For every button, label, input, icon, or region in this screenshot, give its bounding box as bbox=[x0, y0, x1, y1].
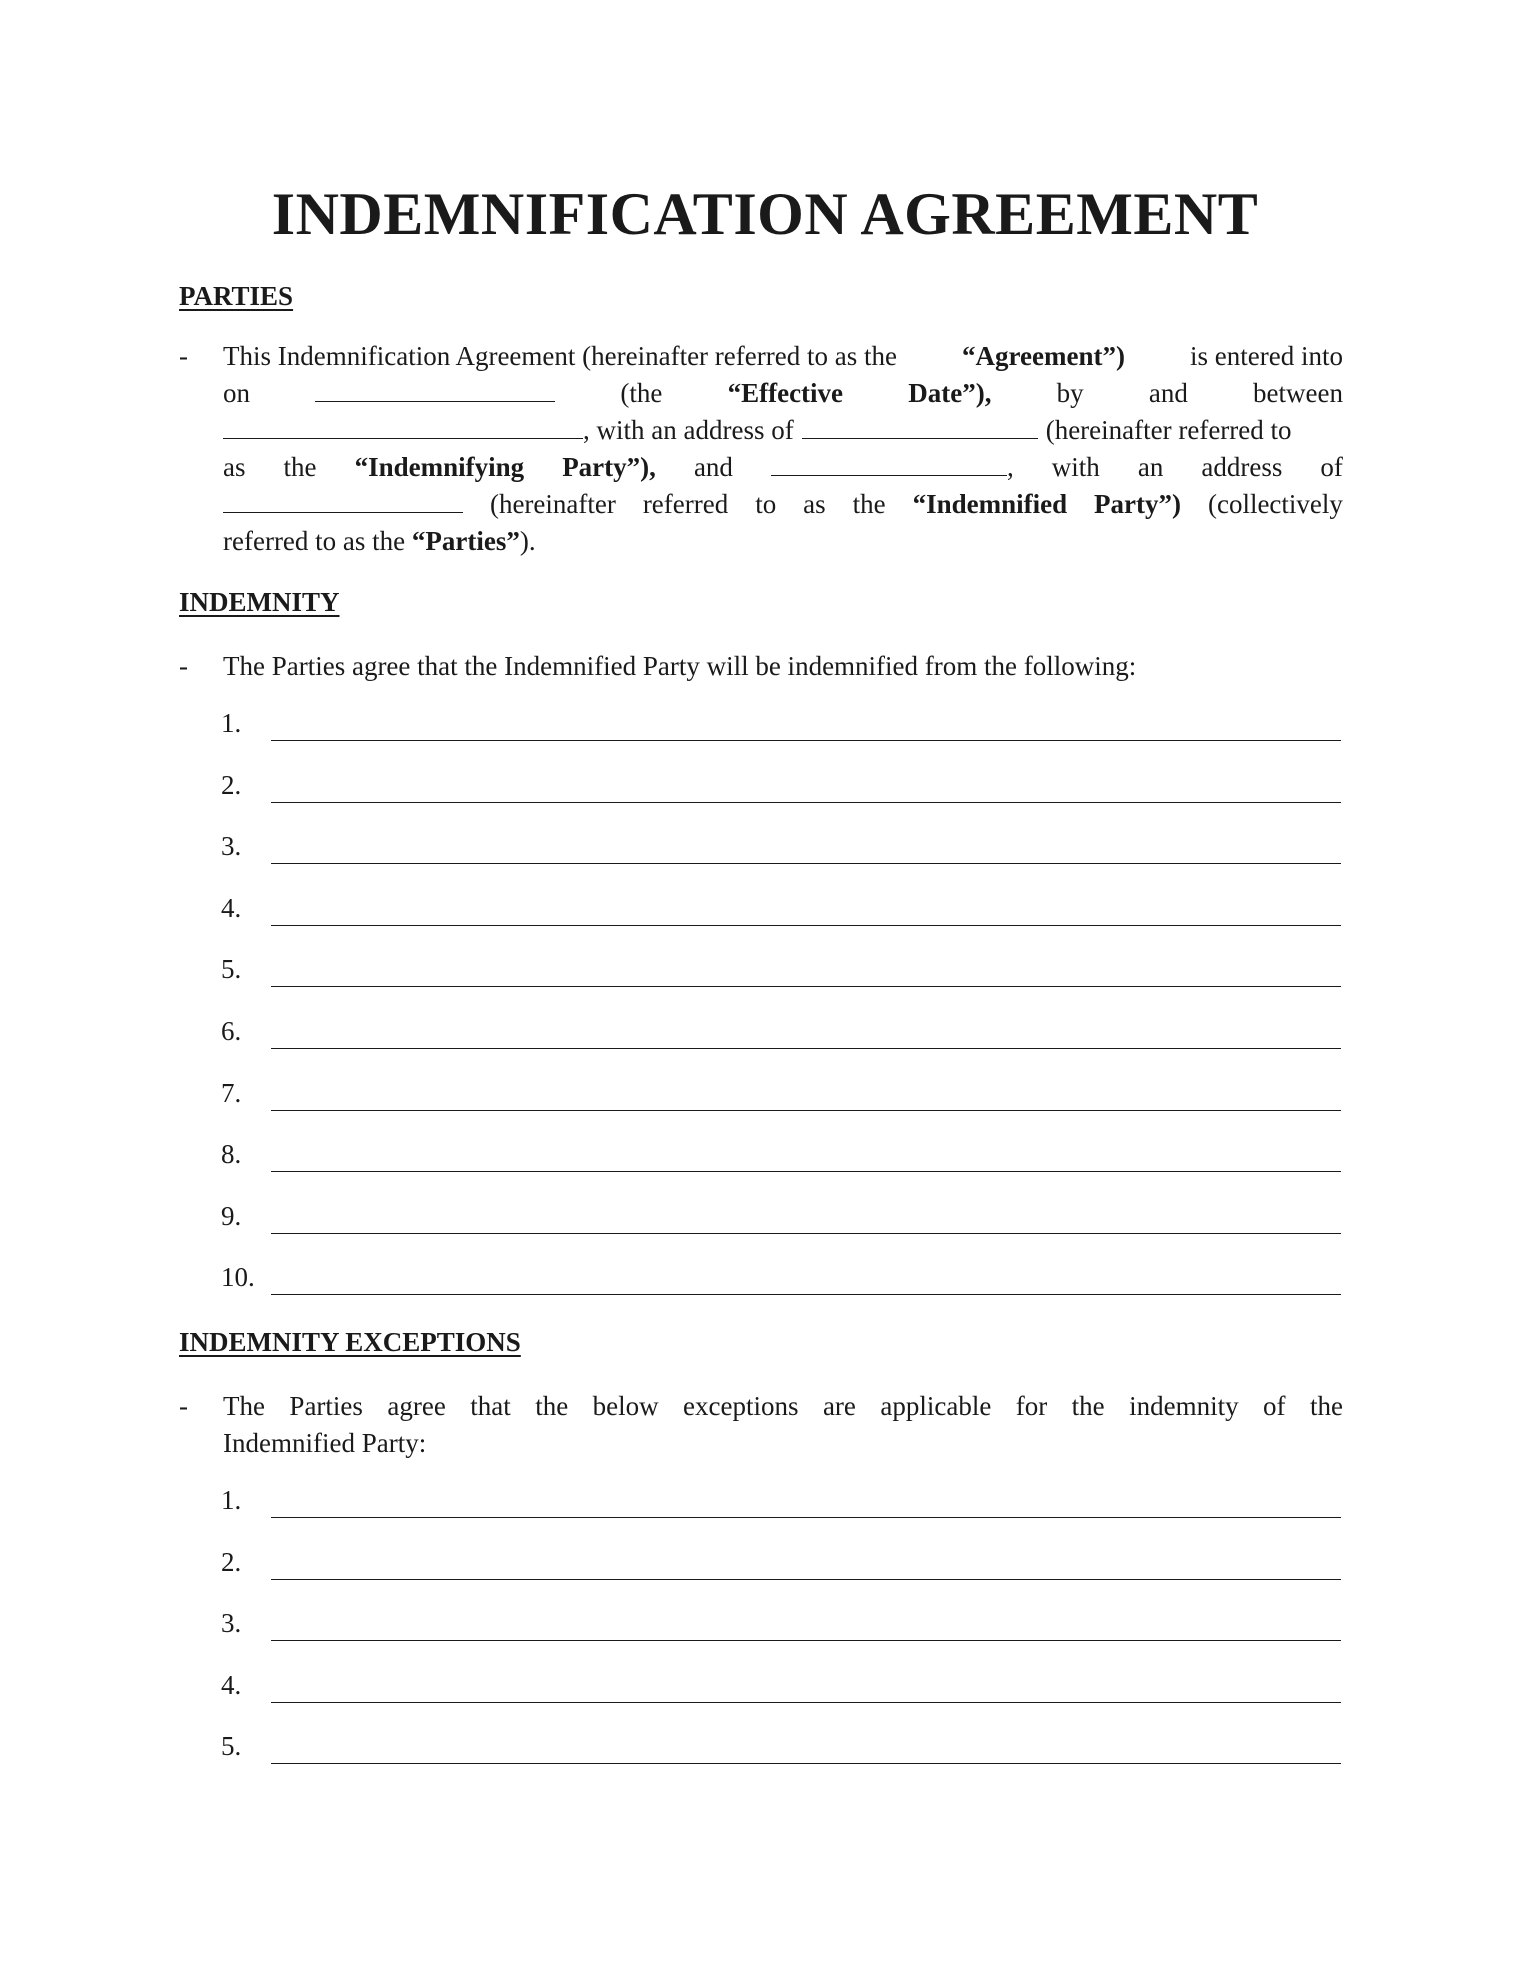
indemnifying-party-name-blank[interactable] bbox=[223, 416, 583, 439]
indemnity-item bbox=[221, 886, 1341, 926]
effective-date-blank[interactable] bbox=[315, 379, 555, 402]
exception-item-blank-line[interactable] bbox=[271, 1517, 1341, 1518]
exception-item-number: 5. bbox=[221, 1731, 242, 1762]
word: are bbox=[822, 1391, 856, 1421]
exceptions-heading: INDEMNITY EXCEPTIONS bbox=[179, 1327, 521, 1357]
exception-item-blank-line[interactable] bbox=[271, 1763, 1341, 1764]
exception-item bbox=[221, 1601, 1341, 1641]
word: below bbox=[592, 1391, 659, 1421]
indemnity-item bbox=[221, 1132, 1341, 1172]
indemnity-item-number: 1. bbox=[221, 708, 242, 738]
indemnity-item-blank-line[interactable] bbox=[271, 1233, 1341, 1234]
parties-paragraph bbox=[223, 338, 1343, 560]
parties-heading: PARTIES bbox=[179, 281, 294, 311]
parties-line-1: This Indemnification Agreement (hereinafter referred to as the “Agreement”) is entered into bbox=[223, 341, 1343, 371]
indemnity-item bbox=[221, 763, 1341, 803]
exception-item bbox=[221, 1663, 1341, 1703]
indemnity-bullet: - bbox=[179, 651, 188, 681]
indemnifying-party-address-blank[interactable] bbox=[802, 416, 1038, 439]
indemnity-intro: The Parties agree that the Indemnified Party will be indemnified from the following: bbox=[223, 651, 1137, 681]
indemnity-item-number: 4. bbox=[221, 892, 242, 923]
word: indemnity bbox=[1129, 1391, 1239, 1421]
indemnity-item bbox=[221, 824, 1341, 864]
exception-item-number: 2. bbox=[221, 1546, 242, 1577]
word: agree bbox=[387, 1391, 446, 1421]
word: the bbox=[1309, 1391, 1343, 1421]
parties-line-4: as the “Indemnifying Party”), and , with an address of bbox=[223, 452, 1343, 482]
document-title: INDEMNIFICATION AGREEMENT bbox=[271, 181, 1259, 247]
word: for bbox=[1015, 1391, 1048, 1421]
indemnity-item-blank-line[interactable] bbox=[271, 1171, 1341, 1172]
indemnity-item-blank-line[interactable] bbox=[271, 802, 1341, 803]
parties-line-5: (hereinafter referred to as the “Indemnified Party”) (collectively bbox=[223, 486, 1343, 523]
indemnity-item bbox=[221, 1255, 1341, 1295]
indemnity-heading: INDEMNITY bbox=[179, 587, 340, 617]
exception-item bbox=[221, 1724, 1341, 1764]
indemnity-item-number: 5. bbox=[221, 954, 242, 985]
word: The bbox=[223, 1391, 265, 1421]
indemnity-item-blank-line[interactable] bbox=[271, 925, 1341, 926]
indemnified-party-name-blank[interactable] bbox=[771, 453, 1007, 476]
exception-item-number: 4. bbox=[221, 1669, 242, 1700]
indemnity-item-blank-line[interactable] bbox=[271, 863, 1341, 864]
indemnity-item-number: 2. bbox=[221, 769, 242, 800]
word: the bbox=[535, 1391, 569, 1421]
indemnity-item-number: 6. bbox=[221, 1016, 242, 1046]
exception-item-blank-line[interactable] bbox=[271, 1640, 1341, 1641]
word: of bbox=[1263, 1391, 1286, 1421]
exception-item bbox=[221, 1478, 1341, 1518]
exception-item-blank-line[interactable] bbox=[271, 1702, 1341, 1703]
indemnity-item-blank-line[interactable] bbox=[271, 1294, 1341, 1295]
exception-item-number: 1. bbox=[221, 1485, 242, 1515]
parties-line-2: on (the “Effective Date”), by and between bbox=[223, 378, 1343, 408]
parties-line-3: , with an address of (hereinafter referred to bbox=[223, 412, 1343, 449]
indemnity-item-number: 3. bbox=[221, 831, 242, 862]
indemnity-item-blank-line[interactable] bbox=[271, 1110, 1341, 1111]
word: exceptions bbox=[683, 1391, 799, 1421]
indemnity-item-number: 7. bbox=[221, 1077, 242, 1108]
exception-item-number: 3. bbox=[221, 1608, 242, 1639]
indemnity-item bbox=[221, 701, 1341, 741]
indemnity-item bbox=[221, 1009, 1341, 1049]
word: Parties bbox=[289, 1391, 363, 1421]
indemnity-item-blank-line[interactable] bbox=[271, 1048, 1341, 1049]
indemnity-item bbox=[221, 947, 1341, 987]
exception-item bbox=[221, 1540, 1341, 1580]
indemnity-item-number: 9. bbox=[221, 1200, 242, 1231]
indemnity-item-number: 10. bbox=[221, 1262, 255, 1293]
indemnity-item bbox=[221, 1194, 1341, 1234]
indemnity-item-blank-line[interactable] bbox=[271, 986, 1341, 987]
indemnity-item-blank-line[interactable] bbox=[271, 740, 1341, 741]
parties-line-6: referred to as the “Parties” ). bbox=[223, 526, 536, 556]
exceptions-bullet: - bbox=[179, 1391, 188, 1421]
exceptions-intro bbox=[223, 1388, 1343, 1462]
word: the bbox=[1071, 1391, 1105, 1421]
indemnified-party-address-blank[interactable] bbox=[223, 490, 463, 513]
exception-item-blank-line[interactable] bbox=[271, 1579, 1341, 1580]
exceptions-line-1 bbox=[223, 1388, 1343, 1425]
word: that bbox=[470, 1391, 511, 1421]
indemnity-item-number: 8. bbox=[221, 1139, 242, 1170]
parties-bullet: - bbox=[179, 341, 188, 371]
indemnity-item bbox=[221, 1071, 1341, 1111]
word: applicable bbox=[880, 1391, 992, 1421]
exceptions-line-2: Indemnified Party: bbox=[223, 1428, 427, 1458]
